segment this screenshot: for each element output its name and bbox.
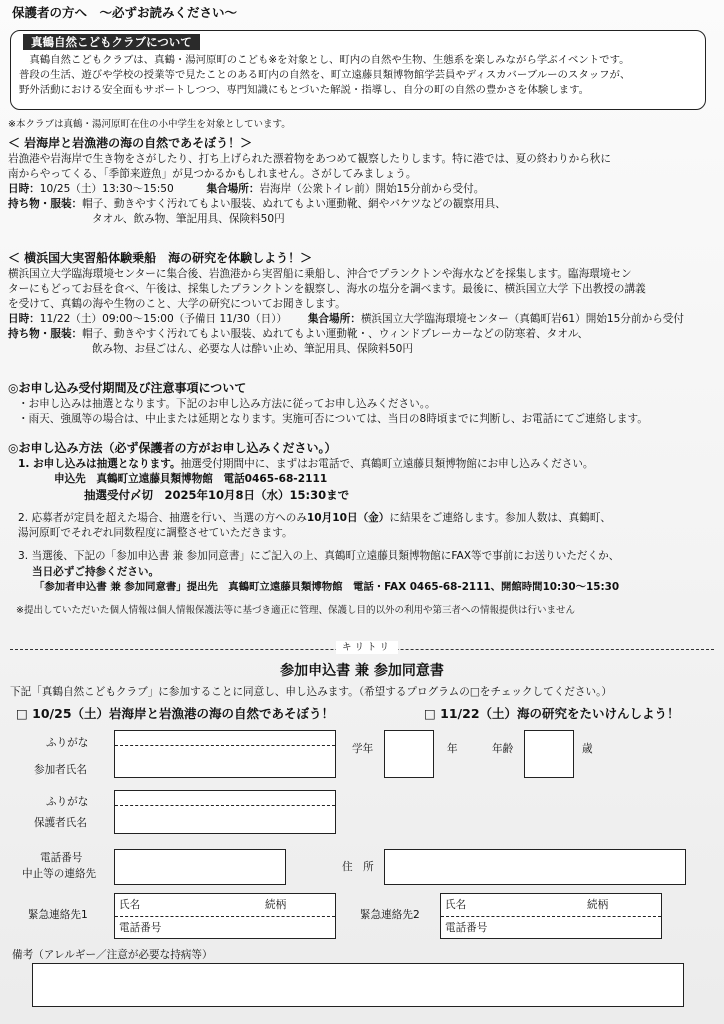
privacy-note: ※提出していただいた個人情報は個人情報保護法等に基づき適正に管理、保護し目的以外の利用や第三者への情報提供は行いません <box>16 605 575 617</box>
grade-label: 学年 <box>352 743 374 755</box>
event2-items-row <box>8 327 718 342</box>
event1-place-value: 岩海岸（公衆トイレ前）開始15分前から受付。 <box>259 183 485 196</box>
event2-place-label: 集合場所： <box>307 313 361 326</box>
method-step1-text: 抽選受付期間中に、まずはお電話で、真鶴町立遠藤貝類博物館にお申し込みください。 <box>180 458 594 471</box>
club-intro-box <box>10 30 706 110</box>
notice-heading: ◎お申し込み受付期間及び注意事項について <box>8 381 247 395</box>
guardian-furigana-label: ふりがな <box>46 796 89 808</box>
event1-desc: 南からやってくる、「季節来遊魚」が見つかるかもしれません。さがしてみましょう。 <box>8 168 417 181</box>
intro-line: 真鶴自然こどもクラブは、真鶴・湯河原町のこども※を対象とし、町内の自然や生物、生態系を楽しみながら学ぶイベントです。 <box>19 54 630 67</box>
event1-date-value: 10/25（土）13:30～15:50 <box>39 183 174 196</box>
result-date: 10月10日（金） <box>306 512 390 525</box>
phone-label: 電話番号 <box>40 852 83 864</box>
remarks-label: 備考（アレルギー／注意が必要な持病等） <box>12 949 213 961</box>
method-step2-text: に結果をご連絡します。参加人数は、真鶴町、 <box>389 512 611 525</box>
guardian-header: 保護者の方へ ～必ずお読みください～ <box>12 5 238 20</box>
age-label: 年齢 <box>492 743 514 755</box>
event2-desc: を受けて、真鶴の海や生物のこと、大学の研究についてお聞きします。 <box>8 298 346 311</box>
option-event1-checkbox[interactable]: □ 10/25（土）岩海岸と岩漁港の海の自然であそぼう！ <box>16 706 335 721</box>
phone-field[interactable] <box>114 849 286 885</box>
address-field[interactable] <box>384 849 686 885</box>
grade-field[interactable] <box>384 730 434 778</box>
club-target-note: ※本クラブは真鶴・湯河原町在住の小中学生を対象としています。 <box>8 119 291 130</box>
emergency2-field[interactable] <box>440 893 662 939</box>
emergency1-phone-label: 電話番号 <box>119 922 162 934</box>
event2-section <box>8 250 718 357</box>
form-intro: 下記「真鶴自然こどもクラブ」に参加することに同意し、申し込みます。（希望するプログラムの□をチェックしてください。） <box>10 686 612 698</box>
event2-desc: ターにもどってお昼を食べ、午後は、採集したプランクトンを観察し、海水の塩分を調べます。最後に、横浜国立大学 下出教授の講義 <box>8 283 646 296</box>
method-step1-bold: 1. お申し込みは抽選となります。 <box>18 458 181 471</box>
method-step2-line2: 湯河原町でそれぞれ同数程度に調整させていただきます。 <box>18 527 293 540</box>
method-step3: 3. 当選後、下記の「参加申込書 兼 参加同意書」にご記入の上、真鶴町立遠藤貝類博物館にFAX等で事前にお送りいただくか、 <box>18 550 620 563</box>
notice-section <box>8 380 718 427</box>
emergency2-name-label: 氏名 <box>445 899 467 911</box>
intro-line: 野外活動における安全面もサポートしつつ、専門知識にもとづいた解説・指導し、自分の町の自然の豊かさを体験します。 <box>19 84 590 96</box>
event2-items-value: 帽子、動きやすく汚れてもよい服装、ぬれてもよい運動靴・、ウィンドブレーカーなどの防寒着、タオル、 <box>82 328 589 341</box>
event2-date-value: 11/22（土）09:00～15:00（予備日 11/30（日）） <box>39 313 288 326</box>
event2-heading: ＜ 横浜国大実習船体験乗船 海の研究を体験しよう！＞ <box>8 251 313 265</box>
participant-name-field[interactable] <box>114 730 336 778</box>
event1-items-row <box>8 197 718 212</box>
intro-line: 普段の生活、遊びや学校の授業等で見たことのある町内の自然を、町立遠藤貝類博物館学芸員やディスカバーブルーのスタッフが、 <box>19 69 631 82</box>
form-title: 参加申込書 兼 参加同意書 <box>280 663 444 679</box>
emergency2-phone-label: 電話番号 <box>445 922 488 934</box>
event2-items-label: 持ち物・服装： <box>8 328 83 341</box>
event2-place-value: 横浜国立大学臨海環境センター（真鶴町岩61）開始15分前から受付 <box>360 313 684 326</box>
address-label: 住 所 <box>342 861 374 873</box>
emergency2-label: 緊急連絡先2 <box>360 909 420 921</box>
notice-line: ・お申し込みは抽選となります。下記のお申し込み方法に従ってお申し込みください。。 <box>18 398 436 411</box>
grade-unit-label: 年 <box>447 743 458 755</box>
event2-datetime-row <box>8 312 718 327</box>
age-unit-label: 歳 <box>582 743 593 755</box>
event1-place-label: 集合場所： <box>206 183 260 196</box>
notice-line: ・雨天、強風等の場合は、中止または延期となります。実施可否については、当日の8時頃までに判断し、お電話にてご連絡します。 <box>18 413 648 426</box>
age-field[interactable] <box>524 730 574 778</box>
guardian-name-label: 保護者氏名 <box>34 817 87 829</box>
emergency1-relation-label: 続柄 <box>265 899 287 911</box>
event1-heading: ＜ 岩海岸と岩漁港の海の自然であそぼう！＞ <box>8 136 253 150</box>
cut-label: キリトリ <box>336 641 398 654</box>
method-step2-text: 2. 応募者が定員を超えた場合、抽選を行い、当選の方へのみ <box>18 512 307 525</box>
guardian-name-field[interactable] <box>114 790 336 834</box>
emergency1-field[interactable] <box>114 893 336 939</box>
method-step3-line2: 当日必ずご持参ください。 <box>32 565 160 578</box>
method-contact: 申込先 真鶴町立遠藤貝類博物館 電話0465-68-2111 <box>54 473 328 486</box>
method-heading: ◎お申し込み方法（必ず保護者の方がお申し込みください。） <box>8 441 337 455</box>
event2-items-value: 飲み物、お昼ごはん、必要な人は酔い止め、筆記用具、保険料50円 <box>92 343 413 356</box>
event1-desc: 岩漁港や岩海岸で生き物をさがしたり、打ち上げられた漂着物をあつめて観察したりします。特に港では、夏の終わりから秋に <box>8 153 611 166</box>
emergency2-relation-label: 続柄 <box>587 899 609 911</box>
club-intro-title: 真鶴自然こどもクラブについて <box>23 34 200 50</box>
event2-desc: 横浜国立大学臨海環境センターに集合後、岩漁港から実習船に乗船し、沖合でプランクトンや海水などを採集します。臨海環境セン <box>8 268 632 281</box>
method-step1 <box>8 457 718 472</box>
submission-info: 「参加者申込書 兼 参加同意書」提出先 真鶴町立遠藤貝類博物館 電話・FAX 0465-68-2111、開館時間10:30～15:30 <box>34 580 620 593</box>
event1-items-label: 持ち物・服装： <box>8 198 83 211</box>
emergency1-label: 緊急連絡先1 <box>28 909 88 921</box>
method-section <box>8 440 718 618</box>
club-intro-body <box>19 53 697 98</box>
method-step2 <box>8 511 718 526</box>
emergency1-name-label: 氏名 <box>119 899 141 911</box>
phone-sublabel: 中止等の連絡先 <box>22 868 97 880</box>
event1-section <box>8 135 718 227</box>
remarks-field[interactable] <box>32 963 684 1007</box>
event2-date-label: 日時： <box>8 313 40 326</box>
option-event2-checkbox[interactable]: □ 11/22（土）海の研究をたいけんしよう！ <box>424 706 680 721</box>
participant-furigana-label: ふりがな <box>46 737 89 749</box>
event1-items-value: 帽子、動きやすく汚れてもよい服装、ぬれてもよい運動靴、網やバケツなどの観察用具、 <box>82 198 506 211</box>
event1-datetime-row <box>8 182 718 197</box>
participant-name-label: 参加者氏名 <box>34 764 87 776</box>
event1-items-value: タオル、飲み物、筆記用具、保険料50円 <box>92 213 285 226</box>
method-deadline: 抽選受付〆切 2025年10月8日（水）15:30まで <box>84 488 350 503</box>
event1-date-label: 日時： <box>8 183 40 196</box>
